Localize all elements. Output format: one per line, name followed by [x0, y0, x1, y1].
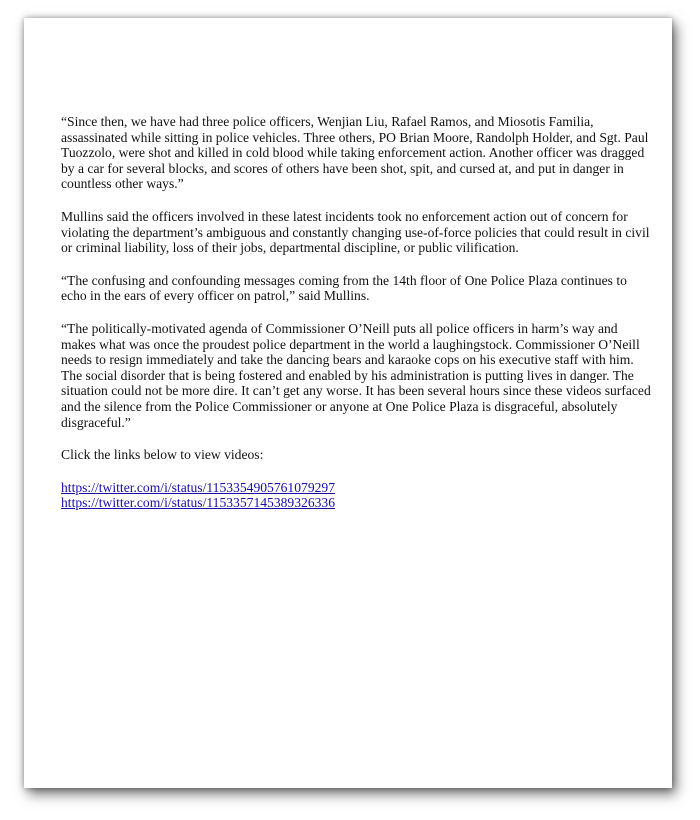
paragraph-confusing-messages: “The confusing and confounding messages coming from the 14th floor of One Police Plaza continues to echo in the ears of every officer on patrol,” said Mullins. — [61, 272, 627, 304]
document-body — [61, 114, 651, 511]
document-page — [24, 18, 672, 788]
paragraph-mullins-statement: Mullins said the officers involved in these latest incidents took no enforcement action out of concern for violating the department’s ambiguous and constantly changing use-of-force policies that could result in civil or criminal liability, loss of their jobs, departmental discipline, or public vilification. — [61, 208, 650, 256]
video-link-1[interactable]: https://twitter.com/i/status/1153354905761079297 — [61, 479, 336, 495]
paragraph-quote-officers: “Since then, we have had three police officers, Wenjian Liu, Rafael Ramos, and Miosotis Familia, assassinated while sitting in police vehicles. Three others, PO Brian Moore, Randolph Holder, and Sgt. Paul Tuozzolo, were shot and killed in cold blood while taking enforcement action. Another officer was dragged by a car for several blocks, and scores of others have been shot, spit, and cursed at, and put in danger in countless other ways.” — [61, 114, 649, 192]
video-links — [61, 480, 651, 511]
video-link-2[interactable]: https://twitter.com/i/status/1153357145389326336 — [61, 495, 336, 511]
paragraph-click-links: Click the links below to view videos: — [61, 447, 264, 463]
paragraph-commissioner-agenda: “The politically-motivated agenda of Commissioner O’Neill puts all police officers in harm’s way and makes what was once the proudest police department in the world a laughingstock. Commissioner O’Neill needs to resign immediately and take the dancing bears and karaoke cops on his executive staff with him. The social disorder that is being fostered and enabled by his administration is putting lives in danger. The situation could not be more dire. It can’t get any worse. It has been several hours since these videos surfaced and the silence from the Police Commissioner or anyone at One Police Plaza is disgraceful, absolutely disgraceful.” — [61, 320, 651, 430]
